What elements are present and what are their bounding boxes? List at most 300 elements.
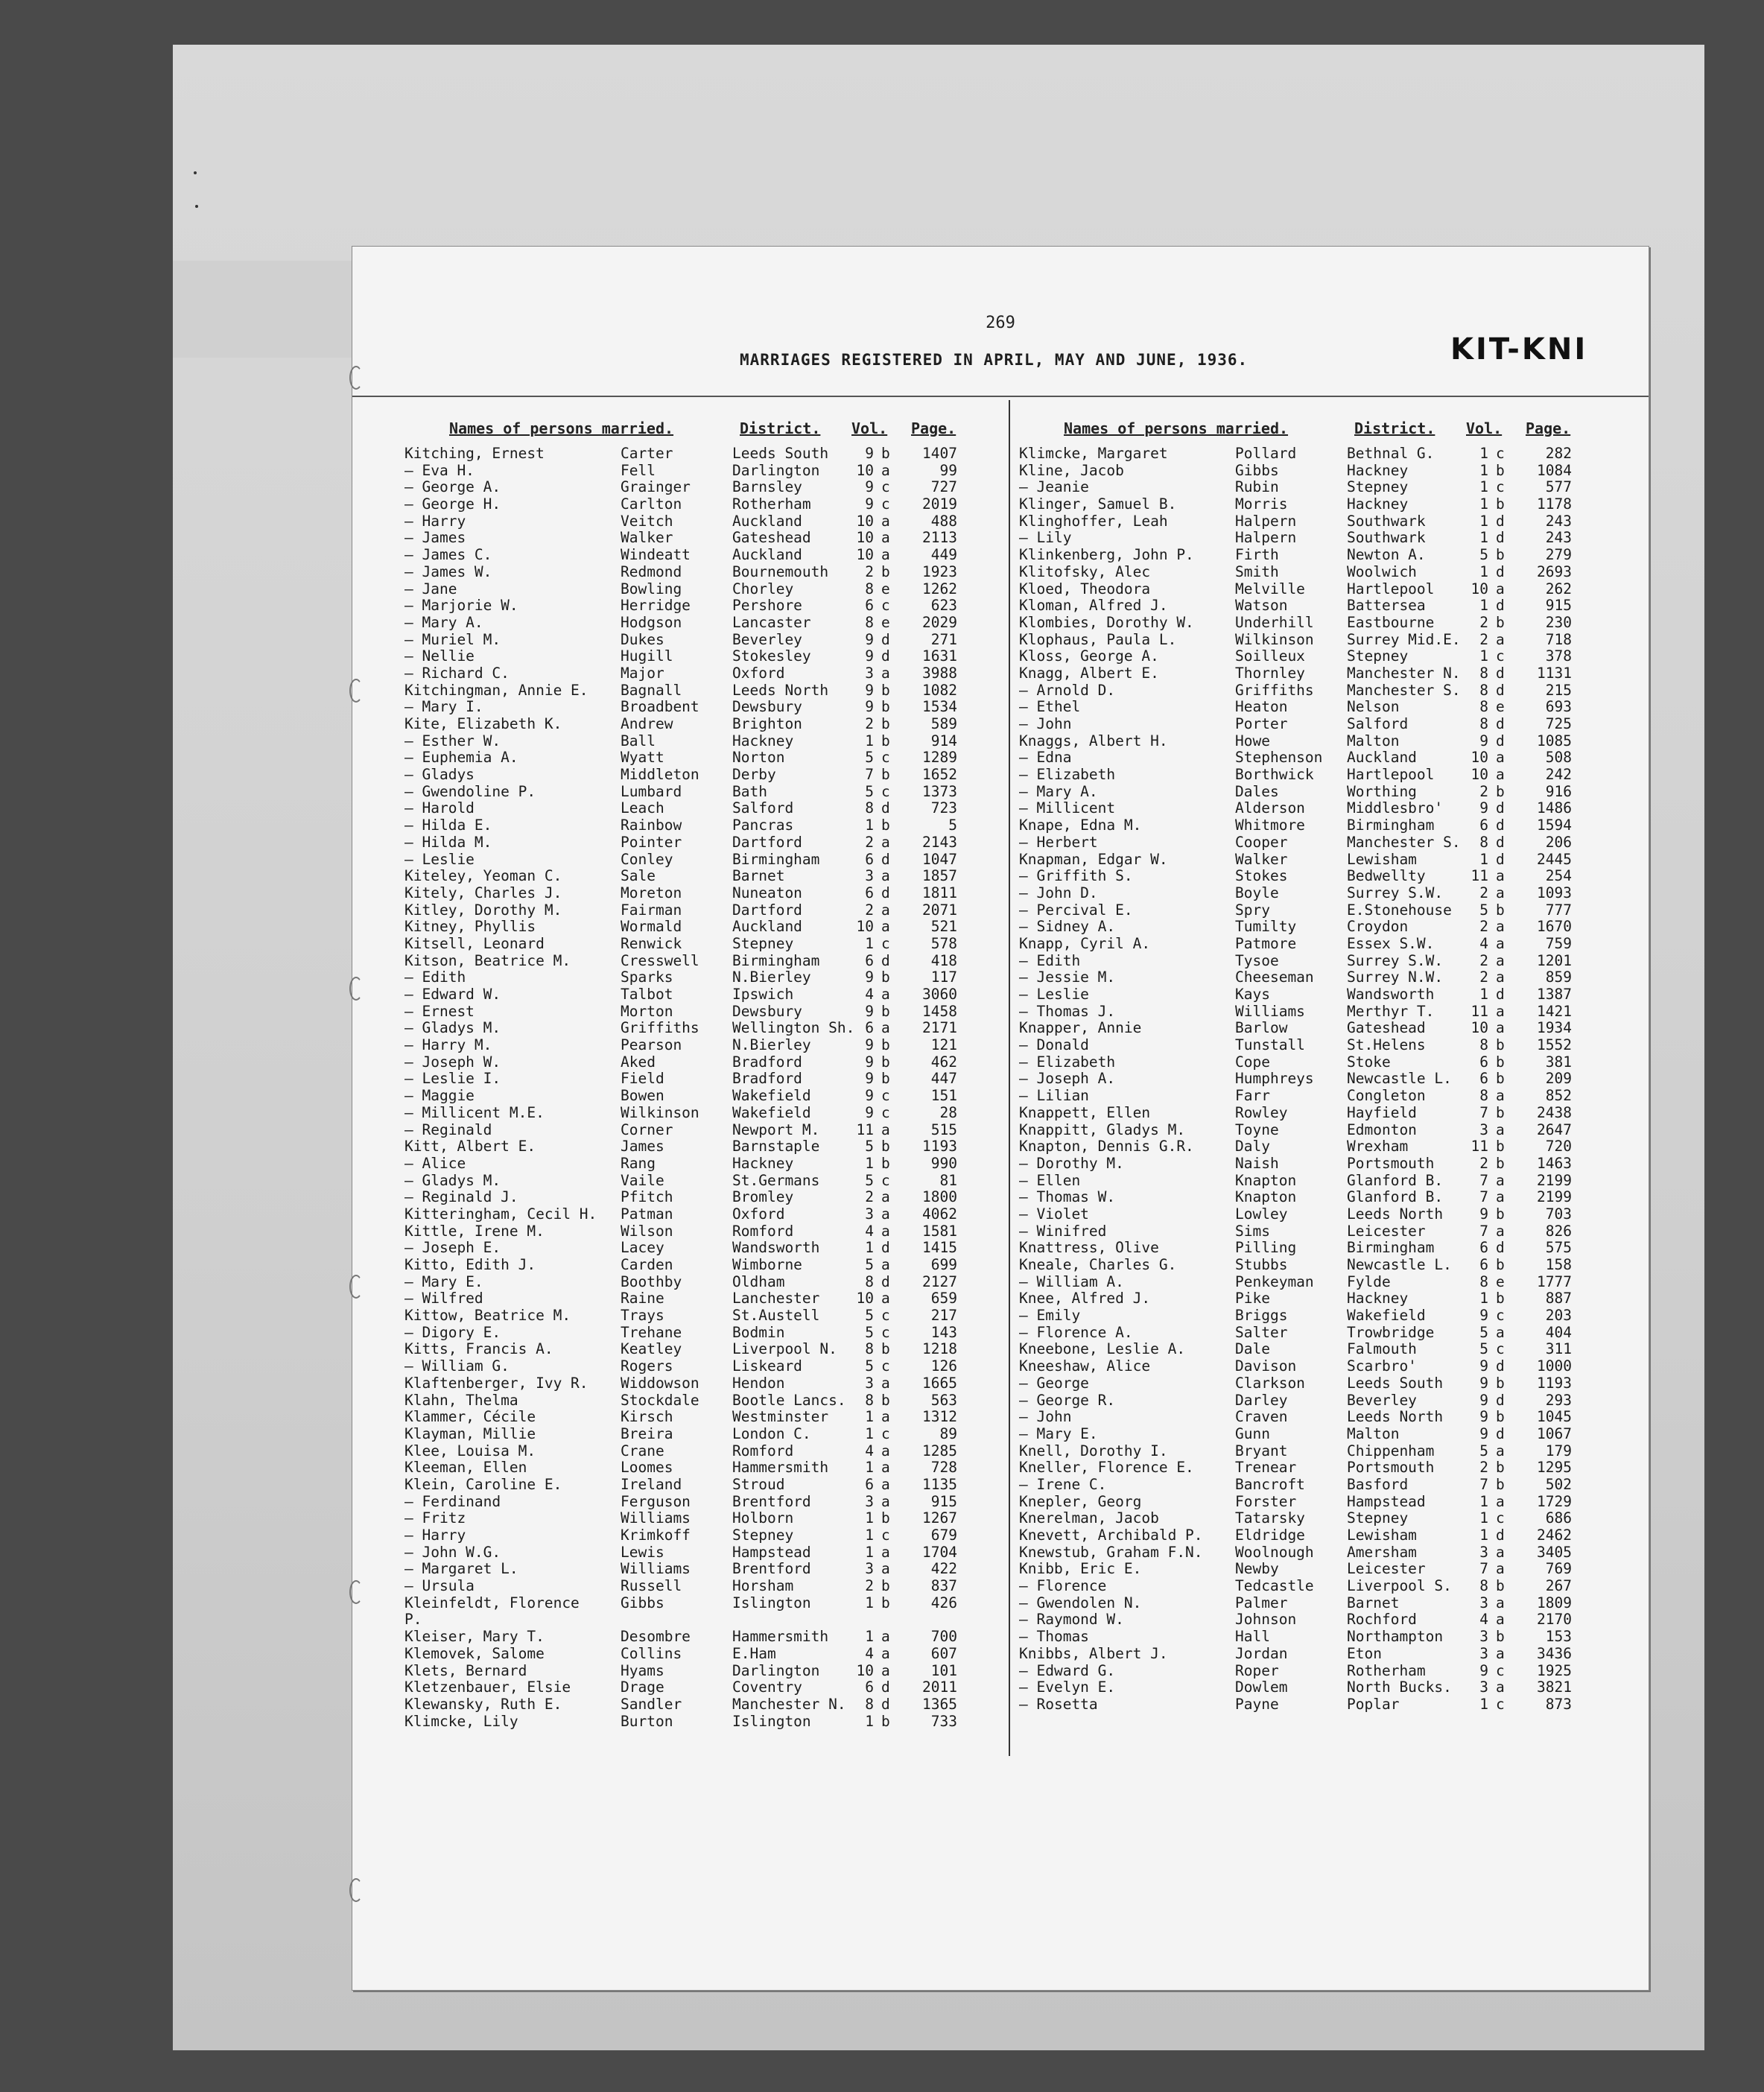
entry-row	[404, 631, 1000, 648]
entry-volume-section: a	[1496, 1188, 1505, 1206]
entry-name: — Marjorie W.	[404, 597, 518, 615]
entry-row	[404, 1560, 1000, 1577]
entry-spouse-surname: Crane	[621, 1442, 664, 1459]
entry-district: Nuneaton	[732, 884, 802, 901]
entry-spouse-surname: Wyatt	[621, 749, 664, 767]
entry-spouse-surname: Davison	[1235, 1357, 1297, 1375]
entry-row	[1019, 647, 1615, 665]
entry-volume-section: b	[881, 1340, 890, 1358]
entry-volume-section: d	[881, 951, 890, 969]
entry-volume: 9	[1479, 1307, 1488, 1325]
entry-spouse-surname: Whitmore	[1235, 817, 1305, 834]
entry-page: 578	[930, 934, 957, 952]
entry-name: — Gwendolen N.	[1019, 1594, 1142, 1611]
entry-spouse-surname: Dale	[1235, 1340, 1270, 1358]
entry-volume: 9	[1479, 1357, 1488, 1375]
entry-spouse-surname: Pike	[1235, 1290, 1270, 1308]
entry-spouse-surname: Newby	[1235, 1560, 1279, 1578]
entry-spouse-surname: Farr	[1235, 1087, 1270, 1105]
entry-district: N.Bierley	[732, 969, 811, 986]
entry-page: 2113	[922, 529, 957, 547]
entry-page: 151	[930, 1087, 957, 1105]
entry-row	[1019, 1392, 1615, 1409]
entry-spouse-surname: Briggs	[1235, 1307, 1288, 1325]
entry-spouse-surname: Windeatt	[621, 546, 691, 564]
entry-volume-section: a	[881, 1256, 890, 1273]
entry-volume: 2	[865, 1188, 874, 1206]
entry-volume-section: d	[1496, 1424, 1505, 1442]
entry-page: 727	[930, 478, 957, 496]
entry-row	[1019, 1273, 1615, 1290]
entry-volume: 10	[1470, 749, 1488, 767]
entry-volume-section: a	[1496, 1492, 1505, 1510]
entry-name: Kitching, Ernest	[404, 445, 545, 462]
entry-row	[404, 766, 1000, 783]
entry-spouse-surname: Bryant	[1235, 1442, 1288, 1459]
entry-volume: 10	[1470, 1019, 1488, 1037]
entry-name: — Mary E.	[1019, 1424, 1098, 1442]
entry-district: North Bucks.	[1347, 1679, 1452, 1696]
entry-spouse-surname: Hugill	[621, 647, 673, 665]
entry-volume: 9	[1479, 1408, 1488, 1426]
entry-row	[404, 1036, 1000, 1053]
entry-volume: 2	[865, 901, 874, 919]
entry-spouse-surname: Fairman	[621, 901, 682, 919]
entry-row	[1019, 631, 1615, 648]
entry-district: Newcastle L.	[1347, 1256, 1452, 1273]
entry-spouse-surname: Dukes	[621, 630, 664, 648]
column-headers	[1019, 419, 1615, 445]
entry-row	[404, 1070, 1000, 1087]
entry-volume: 1	[865, 934, 874, 952]
entry-page: 859	[1545, 969, 1572, 986]
entry-district: Wandsworth	[732, 1239, 820, 1257]
entry-spouse-surname: Howe	[1235, 732, 1270, 749]
entry-volume: 1	[865, 1543, 874, 1561]
entry-spouse-surname: Williams	[621, 1509, 691, 1527]
entry-row	[1019, 1239, 1615, 1256]
entry-spouse-surname: Boyle	[1235, 884, 1279, 901]
entry-page: 1295	[1537, 1459, 1572, 1477]
entry-district: Wimborne	[732, 1256, 802, 1273]
entry-district: Hampstead	[1347, 1492, 1426, 1510]
entry-row	[404, 1324, 1000, 1341]
entry-name: — Edward W.	[404, 986, 501, 1003]
entry-volume-section: a	[1496, 884, 1505, 901]
entry-name: Klahn, Thelma	[404, 1391, 518, 1409]
entry-volume: 1	[1479, 461, 1488, 479]
entry-volume-section: b	[1496, 1408, 1505, 1426]
entry-name: Knibbs, Albert J.	[1019, 1644, 1168, 1662]
entry-spouse-surname: Krimkoff	[621, 1527, 691, 1544]
entry-row	[404, 445, 1000, 462]
entry-volume-section: d	[1496, 664, 1505, 682]
entry-row	[1019, 1527, 1615, 1544]
entry-name: Kittow, Beatrice M.	[404, 1307, 571, 1325]
entry-page: 777	[1545, 901, 1572, 919]
entry-volume-section: e	[1496, 698, 1505, 716]
entry-volume: 9	[865, 1087, 874, 1105]
entry-district: Stoke	[1347, 1053, 1391, 1071]
entry-row	[1019, 749, 1615, 766]
entry-district: Manchester N.	[1347, 664, 1461, 682]
entry-list	[1019, 445, 1615, 1713]
entry-row	[404, 834, 1000, 851]
entry-district: Eastbourne	[1347, 613, 1435, 631]
entry-page: 158	[1545, 1256, 1572, 1273]
entry-spouse-surname: Carden	[621, 1256, 673, 1273]
entry-name: Kiteley, Yeoman C.	[404, 867, 562, 885]
entry-page: 1925	[1537, 1661, 1572, 1679]
entry-page: 89	[939, 1424, 957, 1442]
entry-volume: 1	[865, 1712, 874, 1730]
entry-volume: 9	[865, 647, 874, 665]
entry-row	[404, 1577, 1000, 1594]
entry-district: Leeds South	[732, 445, 829, 462]
entry-page: 1458	[922, 1002, 957, 1020]
entry-name: — Hilda E.	[404, 817, 492, 834]
entry-volume: 2	[865, 1577, 874, 1595]
entry-volume-section: a	[1496, 630, 1505, 648]
binding-hole	[349, 1580, 363, 1604]
entry-name: — Muriel M.	[404, 630, 501, 648]
entry-spouse-surname: Bowen	[621, 1087, 664, 1105]
entry-volume-section: c	[881, 1171, 890, 1189]
entry-name: — Raymond W.	[1019, 1611, 1124, 1629]
entry-volume: 9	[1479, 1661, 1488, 1679]
entry-page: 1552	[1537, 1036, 1572, 1054]
entry-spouse-surname: Loomes	[621, 1459, 673, 1477]
entry-volume-section: b	[881, 715, 890, 732]
entry-volume-section: a	[1496, 1560, 1505, 1578]
entry-volume: 8	[1479, 681, 1488, 699]
entry-page: 915	[1545, 597, 1572, 615]
entry-row	[404, 698, 1000, 715]
entry-volume: 2	[1479, 630, 1488, 648]
entry-district: Amersham	[1347, 1543, 1417, 1561]
entry-volume: 1	[1479, 478, 1488, 496]
entry-district: Stroud	[732, 1475, 785, 1493]
entry-volume: 1	[865, 1424, 874, 1442]
entry-spouse-surname: Hodgson	[621, 613, 682, 631]
entry-district: Rotherham	[1347, 1661, 1426, 1679]
entry-page: 1262	[922, 580, 957, 598]
entry-row	[1019, 1307, 1615, 1324]
entry-page: 2171	[922, 1019, 957, 1037]
entry-spouse-surname: Rogers	[621, 1357, 673, 1375]
entry-spouse-surname: Middleton	[621, 766, 699, 784]
entry-page: 1131	[1537, 664, 1572, 682]
entry-volume: 3	[1479, 1679, 1488, 1696]
entry-name: Kitely, Charles J.	[404, 884, 562, 901]
entry-row	[404, 715, 1000, 732]
entry-page: 1631	[922, 647, 957, 665]
entry-row	[404, 1273, 1000, 1290]
entry-spouse-surname: Ball	[621, 732, 656, 749]
entry-row	[1019, 1188, 1615, 1205]
entry-spouse-surname: Griffiths	[621, 1019, 699, 1037]
binding-hole	[349, 977, 363, 1001]
entry-row	[1019, 1628, 1615, 1645]
entry-page: 153	[1545, 1628, 1572, 1646]
entry-row	[404, 580, 1000, 598]
entry-name: — William G.	[404, 1357, 510, 1375]
entry-name: — Herbert	[1019, 833, 1098, 851]
entry-name: Klein, Caroline E.	[404, 1475, 562, 1493]
entry-name: — Nellie	[404, 647, 475, 665]
entry-spouse-surname: Clarkson	[1235, 1374, 1305, 1392]
entry-volume-section: b	[1496, 1459, 1505, 1477]
entry-name: Kitts, Francis A.	[404, 1340, 553, 1358]
entry-spouse-surname: Sims	[1235, 1222, 1270, 1240]
entry-name: — Margaret L.	[404, 1560, 518, 1578]
entry-spouse-surname: Heaton	[1235, 698, 1288, 716]
entry-volume-section: a	[1496, 580, 1505, 598]
entry-volume-section: c	[881, 782, 890, 800]
entry-name: — Florence A.	[1019, 1323, 1133, 1341]
entry-volume: 4	[1479, 1611, 1488, 1629]
entry-page: 1421	[1537, 1002, 1572, 1020]
entry-page: 659	[930, 1290, 957, 1308]
entry-volume: 8	[1479, 1087, 1488, 1105]
entry-page: 720	[1545, 1138, 1572, 1156]
entry-district: Eton	[1347, 1644, 1382, 1662]
entry-volume-section: a	[881, 664, 890, 682]
column-headers	[404, 419, 1000, 445]
entry-volume-section: a	[881, 986, 890, 1003]
entry-spouse-surname: Penkeyman	[1235, 1272, 1314, 1290]
entry-spouse-surname: Melville	[1235, 580, 1305, 598]
entry-name: Klimcke, Margaret	[1019, 445, 1168, 462]
entry-row	[404, 901, 1000, 919]
entry-spouse-surname: Carter	[621, 445, 673, 462]
entry-district: St.Germans	[732, 1171, 820, 1189]
entry-district: Hackney	[732, 732, 794, 749]
entry-page: 1581	[922, 1222, 957, 1240]
entry-district: Scarbro'	[1347, 1357, 1417, 1375]
entry-name: — Mary I.	[404, 698, 483, 716]
entry-spouse-surname: Lowley	[1235, 1205, 1288, 1223]
entry-name: — Ethel	[1019, 698, 1081, 716]
entry-volume: 2	[1479, 969, 1488, 986]
entry-spouse-surname: Collins	[621, 1644, 682, 1662]
entry-row	[1019, 1087, 1615, 1104]
entry-row	[1019, 783, 1615, 800]
entry-row	[404, 1527, 1000, 1544]
entry-row	[1019, 986, 1615, 1003]
entry-page: 3988	[922, 664, 957, 682]
entry-volume-section: a	[881, 1475, 890, 1493]
entry-volume: 9	[865, 445, 874, 462]
entry-name: Knewstub, Graham F.N.	[1019, 1543, 1203, 1561]
entry-name: — George R.	[1019, 1391, 1116, 1409]
entry-name: — Richard C.	[404, 664, 510, 682]
entry-volume-section: d	[881, 647, 890, 665]
entry-district: Stepney	[1347, 478, 1409, 496]
entry-district: Auckland	[732, 918, 802, 936]
film-speck	[195, 205, 198, 208]
entry-name: Klets, Bernard	[404, 1661, 527, 1679]
entry-volume-section: a	[1496, 1002, 1505, 1020]
entry-volume: 3	[865, 1560, 874, 1578]
entry-row	[404, 1239, 1000, 1256]
entry-page: 769	[1545, 1560, 1572, 1578]
entry-page: 449	[930, 546, 957, 564]
entry-volume-section: d	[881, 1695, 890, 1713]
entry-spouse-surname: Talbot	[621, 986, 673, 1003]
entry-volume: 1	[865, 1239, 874, 1257]
entry-district: Wakefield	[1347, 1307, 1426, 1325]
entry-spouse-surname: Firth	[1235, 546, 1279, 564]
entry-volume: 1	[1479, 1527, 1488, 1544]
entry-volume-section: d	[881, 1239, 890, 1257]
entry-district: Leicester	[1347, 1560, 1426, 1578]
entry-volume: 6	[865, 850, 874, 868]
entry-volume: 1	[865, 1594, 874, 1611]
entry-volume: 9	[865, 1070, 874, 1088]
entry-volume-section: b	[881, 1070, 890, 1088]
entry-volume-section: a	[1496, 1644, 1505, 1662]
entry-district: Dewsbury	[732, 1002, 802, 1020]
entry-volume: 3	[865, 1492, 874, 1510]
entry-name: — Rosetta	[1019, 1695, 1098, 1713]
entry-spouse-surname: Ireland	[621, 1475, 682, 1493]
entry-volume-section: a	[1496, 749, 1505, 767]
entry-volume-section: b	[881, 1712, 890, 1730]
entry-volume-section: a	[881, 1019, 890, 1037]
entry-row	[1019, 1036, 1615, 1053]
entry-volume-section: d	[1496, 1527, 1505, 1544]
microfilm-frame	[173, 45, 1704, 2050]
entry-volume: 3	[1479, 1644, 1488, 1662]
entry-spouse-surname: Rang	[621, 1154, 656, 1172]
entry-name: Knattress, Olive	[1019, 1239, 1159, 1257]
entry-volume-section: b	[881, 1509, 890, 1527]
entry-volume-section: a	[1496, 1019, 1505, 1037]
entry-spouse-surname: Wilkinson	[621, 1103, 699, 1121]
entry-page: 28	[939, 1103, 957, 1121]
entry-spouse-surname: Pfitch	[621, 1188, 673, 1206]
entry-district: Ipswich	[732, 986, 794, 1003]
entry-volume-section: c	[1496, 445, 1505, 462]
entry-district: Leeds North	[1347, 1205, 1444, 1223]
entry-name: Kneller, Florence E.	[1019, 1459, 1194, 1477]
entry-volume: 5	[1479, 1323, 1488, 1341]
entry-volume: 8	[865, 1340, 874, 1358]
entry-district: Lanchester	[732, 1290, 820, 1308]
entry-row	[404, 1155, 1000, 1172]
entry-row	[1019, 682, 1615, 699]
entry-row	[404, 597, 1000, 614]
entry-spouse-surname: Gunn	[1235, 1424, 1270, 1442]
entry-volume-section: a	[881, 1442, 890, 1459]
entry-row	[1019, 901, 1615, 919]
entry-page: 3060	[922, 986, 957, 1003]
entry-row	[404, 1645, 1000, 1662]
entry-name: — Thomas W.	[1019, 1188, 1116, 1206]
entry-volume-section: b	[1496, 1154, 1505, 1172]
entry-spouse-surname: Spry	[1235, 901, 1270, 919]
entry-volume: 5	[865, 782, 874, 800]
entry-spouse-surname: Pollard	[1235, 445, 1297, 462]
entry-district: Portsmouth	[1347, 1154, 1435, 1172]
entry-row	[1019, 1155, 1615, 1172]
entry-row	[1019, 884, 1615, 901]
entry-row	[1019, 1696, 1615, 1713]
entry-page: 1047	[922, 850, 957, 868]
frame-edge-tab	[173, 261, 352, 358]
entry-row	[1019, 546, 1615, 563]
entry-volume-section: a	[1496, 1679, 1505, 1696]
entry-name: — Dorothy M.	[1019, 1154, 1124, 1172]
entry-volume-section: b	[1496, 1138, 1505, 1156]
entry-page: 488	[930, 512, 957, 530]
entry-row	[404, 1442, 1000, 1459]
entry-page: 1135	[922, 1475, 957, 1493]
entry-row	[1019, 1425, 1615, 1442]
entry-volume-section: b	[881, 1138, 890, 1156]
entry-district: N.Bierley	[732, 1036, 811, 1054]
entry-district: Hampstead	[732, 1543, 811, 1561]
entry-row	[1019, 799, 1615, 817]
entry-district: Brighton	[732, 715, 802, 732]
entry-page: 2462	[1537, 1527, 1572, 1544]
entry-district: Hendon	[732, 1374, 785, 1392]
entry-spouse-surname: Eldridge	[1235, 1527, 1305, 1544]
entry-spouse-surname: Stockdale	[621, 1391, 699, 1409]
entry-name: — Irene C.	[1019, 1475, 1107, 1493]
entry-name: Knevett, Archibald P.	[1019, 1527, 1203, 1544]
entry-spouse-surname: Lacey	[621, 1239, 664, 1257]
entry-district: Malton	[1347, 1424, 1400, 1442]
entry-name: — John	[1019, 715, 1072, 732]
entry-volume: 5	[865, 1323, 874, 1341]
entry-row	[404, 1307, 1000, 1324]
entry-volume: 8	[865, 1391, 874, 1409]
entry-spouse-surname: Rowley	[1235, 1103, 1288, 1121]
entry-district: Oxford	[732, 664, 785, 682]
entry-row	[404, 1138, 1000, 1155]
entry-spouse-surname: Cheeseman	[1235, 969, 1314, 986]
entry-spouse-surname: Walker	[621, 529, 673, 547]
entry-spouse-surname: Stubbs	[1235, 1256, 1288, 1273]
entry-page: 2445	[1537, 850, 1572, 868]
entry-volume-section: d	[881, 1679, 890, 1696]
entry-volume: 8	[1479, 833, 1488, 851]
entry-district: Stepney	[732, 934, 794, 952]
entry-district: Falmouth	[1347, 1340, 1417, 1358]
entry-name: — George H.	[404, 495, 501, 513]
entry-volume: 1	[1479, 495, 1488, 513]
entry-volume: 4	[865, 1222, 874, 1240]
entry-name: Kitteringham, Cecil H.	[404, 1205, 597, 1223]
entry-spouse-surname: Sandler	[621, 1695, 682, 1713]
entry-name: — Wilfred	[404, 1290, 483, 1308]
entry-page: 243	[1545, 512, 1572, 530]
entry-volume-section: b	[1496, 1053, 1505, 1071]
entry-page: 1201	[1537, 951, 1572, 969]
entry-page: 117	[930, 969, 957, 986]
entry-volume-section: c	[881, 597, 890, 615]
entry-row	[1019, 1476, 1615, 1493]
entry-volume-section: d	[1496, 986, 1505, 1003]
entry-district: Hartlepool	[1347, 766, 1435, 784]
entry-name: — Harold	[404, 799, 475, 817]
entry-row	[404, 495, 1000, 513]
entry-volume-section: a	[881, 1121, 890, 1138]
entry-spouse-surname: Tunstall	[1235, 1036, 1305, 1054]
entry-spouse-surname: Rainbow	[621, 817, 682, 834]
